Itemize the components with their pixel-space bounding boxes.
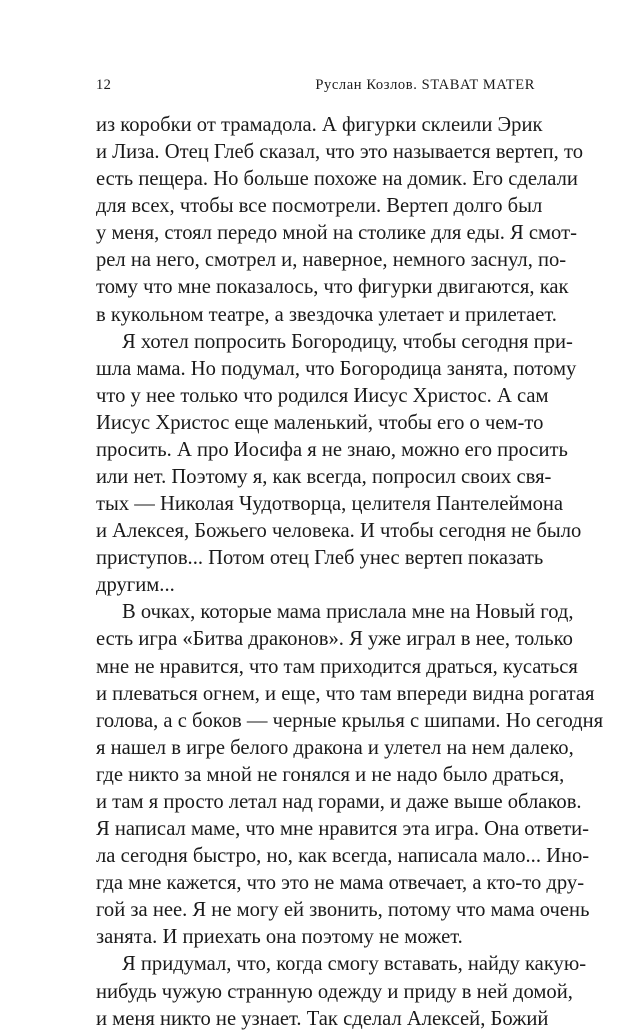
text-line: рел на него, смотрел и, наверное, немного заснул, по- (96, 249, 567, 272)
text-line: тых — Николая Чудотворца, целителя Пантелеймона (96, 493, 564, 516)
text-line: есть пещера. Но больше похоже на домик. Его сделали (96, 168, 578, 191)
paragraph (96, 112, 583, 329)
text-line: из коробки от трамадола. А фигурки склеили Эрик (96, 114, 543, 136)
text-line: приступов... Потом отец Глеб унес вертеп показать (96, 547, 544, 570)
text-line: В очках, которые мама прислала мне на Новый год, (122, 601, 574, 624)
page-number: 12 (96, 76, 112, 93)
text-line: нибудь чужую странную одежду и приду в ней домой, (96, 980, 573, 1003)
paragraph (96, 329, 582, 600)
body-text (96, 112, 604, 1033)
text-line: есть игра «Битва драконов». Я уже играл в нее, только (96, 628, 573, 651)
text-line: что у нее только что родился Иисус Христос. А сам (96, 384, 549, 407)
text-line: или нет. Поэтому я, как всегда, попросил своих свя- (96, 466, 552, 489)
text-line: просить. А про Иосифа я не знаю, можно его просить (96, 438, 568, 461)
text-line: и Лиза. Отец Глеб сказал, что это называется вертеп, то (96, 141, 583, 164)
text-line: гда мне кажется, что это не мама отвечает, а кто-то дру- (96, 872, 585, 895)
text-line: у меня, стоял передо мной на столике для еды. Я смот- (96, 222, 577, 245)
text-line: занята. И приехать она поэтому не может. (96, 926, 463, 949)
text-line: в кукольном театре, а звездочка улетает и прилетает. (96, 303, 557, 326)
running-title: Руслан Козлов. STABAT MATER (315, 76, 535, 93)
text-line: Я придумал, что, когда смогу вставать, найду какую- (122, 953, 587, 976)
paragraph (96, 951, 587, 1032)
text-line: где никто за мной не гонялся и не надо было драться, (96, 763, 565, 786)
paragraph (96, 599, 604, 951)
text-line: Я хотел попросить Богородицу, чтобы сегодня при- (122, 330, 573, 353)
text-line: мне не нравится, что там приходится драться, кусаться (96, 655, 578, 678)
text-line: голова, а с боков — черные крылья с шипами. Но сегодня (96, 709, 604, 732)
text-line: и там я просто летал над горами, и даже выше облаков. (96, 790, 582, 813)
text-line: и меня никто не узнает. Так сделал Алексей, Божий (96, 1007, 549, 1030)
text-line: я нашел в игре белого дракона и улетел на нем далеко, (96, 736, 574, 759)
text-line: и плеваться огнем, и еще, что там впереди видна рогатая (96, 682, 595, 705)
text-line: другим... (96, 574, 175, 597)
text-line: Я написал маме, что мне нравится эта игра. Она ответи- (96, 818, 589, 841)
text-line: тому что мне показалось, что фигурки двигаются, как (96, 276, 569, 299)
text-line: и Алексея, Божьего человека. И чтобы сегодня не было (96, 520, 582, 543)
text-line: шла мама. Но подумал, что Богородица занята, потому (96, 357, 577, 380)
text-line: Иисус Христос еще маленький, чтобы его о чем-то (96, 411, 544, 434)
text-line: ла сегодня быстро, но, как всегда, написала мало... Ино- (96, 845, 590, 868)
text-line: для всех, чтобы все посмотрели. Вертеп долго был (96, 195, 543, 218)
page-header (96, 73, 535, 97)
text-line: гой за нее. Я не могу ей звонить, потому что мама очень (96, 899, 590, 922)
